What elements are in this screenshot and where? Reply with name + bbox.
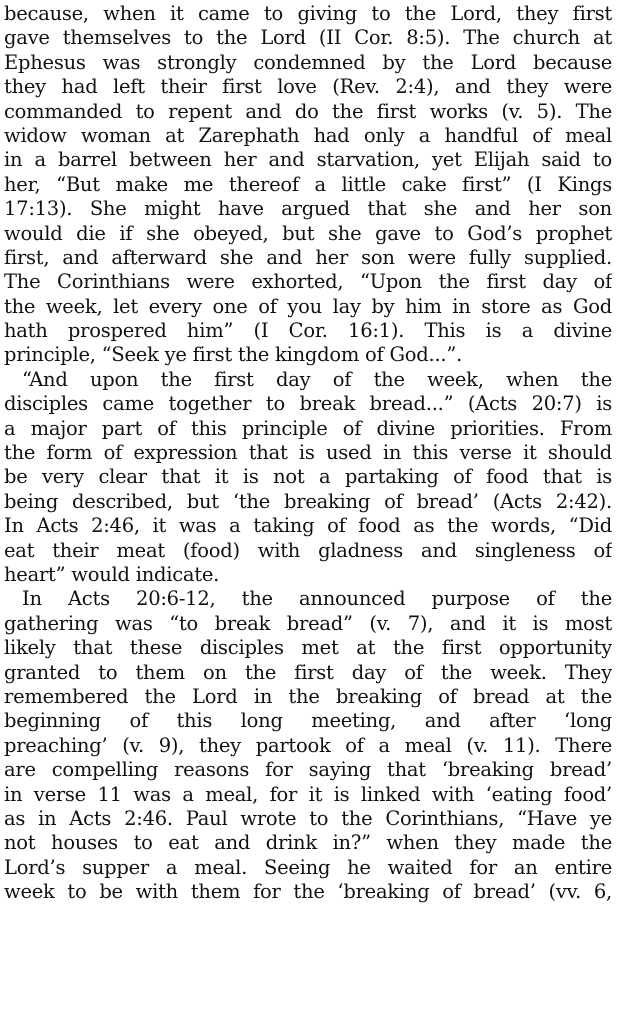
- text-line: her, “But make me thereof a little cake first” (I Kings: [4, 172, 612, 196]
- text-line: In Acts 20:6-12, the announced purpose of the: [22, 587, 612, 611]
- paragraph-2: [4, 368, 612, 588]
- text-line: are compelling reasons for saying that ‘breaking bread’: [4, 758, 612, 782]
- text-line: they had left their first love (Rev. 2:4), and they were: [4, 75, 612, 99]
- text-line: commanded to repent and do the first works (v. 5). The: [4, 99, 612, 123]
- text-line: heart” would indicate.: [4, 562, 220, 586]
- text-line: Lord’s supper a meal. Seeing he waited for an entire: [4, 855, 612, 879]
- text-line: preaching’ (v. 9), they partook of a meal (v. 11). There: [4, 733, 612, 757]
- text-line: first, and afterward she and her son were fully supplied.: [4, 245, 612, 269]
- text-line: gathering was “to break bread” (v. 7), and it is most: [4, 611, 612, 635]
- text-line: because, when it came to giving to the Lord, they first: [4, 2, 612, 25]
- text-line: week to be with them for the ‘breaking of bread’ (vv. 6,: [4, 880, 612, 904]
- text-line: gave themselves to the Lord (II Cor. 8:5). The church at: [4, 26, 612, 50]
- text-line: in verse 11 was a meal, for it is linked with ‘eating food’: [4, 782, 612, 806]
- text-line: a major part of this principle of divine priorities. From: [4, 416, 612, 440]
- text-line: remembered the Lord in the breaking of bread at the: [4, 684, 612, 708]
- text-line: In Acts 2:46, it was a taking of food as the words, “Did: [4, 514, 612, 538]
- text-line: hath prospered him” (I Cor. 16:1). This is a divine: [4, 319, 612, 343]
- text-line: be very clear that it is not a partaking of food that is: [4, 465, 612, 489]
- paragraph-1: [4, 2, 612, 368]
- text-line: beginning of this long meeting, and after ‘long: [4, 709, 612, 733]
- text-line: in a barrel between her and starvation, yet Elijah said to: [4, 148, 612, 172]
- text-line: likely that these disciples met at the first opportunity: [4, 636, 612, 660]
- text-line: disciples came together to break bread...” (Acts 20:7) is: [4, 392, 612, 416]
- text-line: being described, but ‘the breaking of bread’ (Acts 2:42).: [4, 489, 612, 513]
- text-line: Ephesus was strongly condemned by the Lord because: [4, 50, 612, 74]
- text-line: the week, let every one of you lay by him in store as God: [4, 294, 612, 318]
- paragraph-3: [4, 587, 612, 904]
- text-line: as in Acts 2:46. Paul wrote to the Corinthians, “Have ye: [4, 806, 612, 830]
- text-line: 17:13). She might have argued that she and her son: [4, 197, 612, 221]
- text-line: would die if she obeyed, but she gave to God’s prophet: [4, 221, 612, 245]
- text-line: not houses to eat and drink in?” when they made the: [4, 831, 612, 855]
- text-line: The Corinthians were exhorted, “Upon the first day of: [4, 270, 612, 294]
- text-line: widow woman at Zarephath had only a handful of meal: [4, 123, 612, 147]
- text-line: principle, “Seek ye first the kingdom of God...”.: [4, 343, 463, 367]
- text-line: granted to them on the first day of the week. They: [4, 660, 612, 684]
- text-line: “And upon the first day of the week, when the: [22, 367, 612, 391]
- text-line: eat their meat (food) with gladness and singleness of: [4, 538, 612, 562]
- text-line: the form of expression that is used in this verse it should: [4, 441, 612, 465]
